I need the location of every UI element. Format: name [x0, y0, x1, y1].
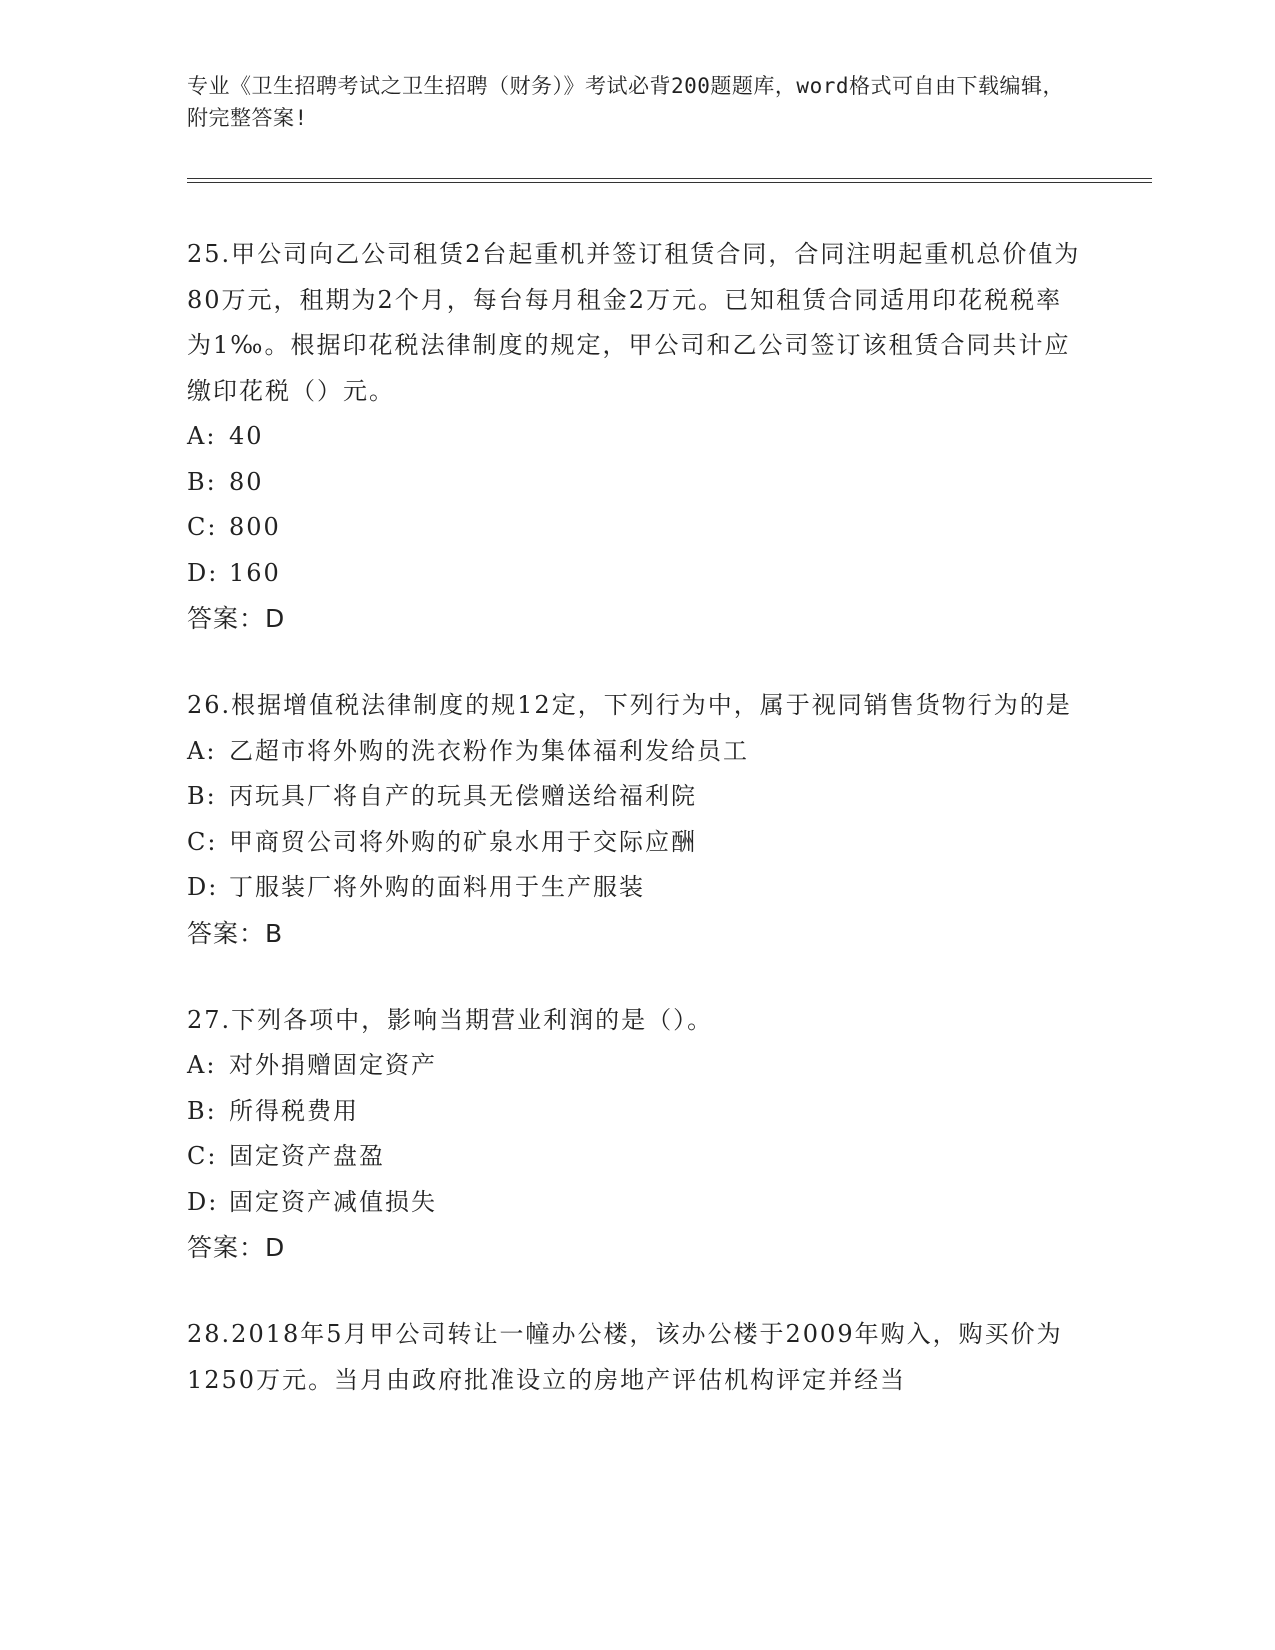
- question-stem: 27.下列各项中，影响当期营业利润的是（）。: [187, 1005, 714, 1034]
- option-text: 甲商贸公司将外购的矿泉水用于交际应酬: [229, 827, 697, 856]
- option-key: A:: [187, 422, 217, 450]
- option-c: [187, 1134, 1087, 1180]
- header-divider-top: [187, 178, 1152, 179]
- option-a: [187, 414, 1087, 460]
- option-key: B:: [187, 1096, 217, 1125]
- option-d: [187, 865, 1087, 911]
- option-key: B:: [187, 782, 217, 810]
- option-c: [187, 820, 1087, 866]
- option-key: D:: [187, 558, 219, 587]
- question-stem: 28.2018年5月甲公司转让一幢办公楼，该办公楼于2009年购入，购买价为1250万元。当月由政府批准设立的房地产评估机构评定并经当: [187, 1320, 1063, 1394]
- question-27: [187, 998, 1087, 1271]
- option-text: 丙玩具厂将自产的玩具无偿赠送给福利院: [229, 782, 697, 810]
- question-list: [187, 232, 1087, 1445]
- answer-label: 答案：B: [187, 918, 284, 948]
- option-text: 固定资产减值损失: [229, 1187, 437, 1216]
- option-key: C:: [187, 513, 218, 541]
- option-key: D:: [187, 1187, 219, 1216]
- header-divider-bottom: [187, 182, 1152, 183]
- option-c: [187, 505, 1087, 551]
- option-key: C:: [187, 827, 218, 856]
- option-d: [187, 551, 1087, 597]
- option-key: D:: [187, 873, 219, 901]
- option-key: C:: [187, 1142, 218, 1170]
- option-text: 40: [229, 422, 264, 450]
- option-text: 丁服装厂将外购的面料用于生产服装: [229, 873, 645, 901]
- question-25: [187, 232, 1087, 641]
- question-28: [187, 1312, 1087, 1403]
- option-text: 乙超市将外购的洗衣粉作为集体福利发给员工: [229, 736, 749, 765]
- answer-label: 答案：D: [187, 1233, 286, 1262]
- page-header: [187, 70, 1147, 134]
- option-text: 对外捐赠固定资产: [229, 1051, 437, 1079]
- question-26: [187, 683, 1087, 956]
- option-key: B:: [187, 467, 217, 496]
- option-key: A:: [187, 736, 217, 765]
- option-b: [187, 774, 1087, 820]
- document-title: 专业《卫生招聘考试之卫生招聘（财务）》考试必背200题题库，word格式可自由下载编辑，附完整答案!: [187, 74, 1064, 130]
- question-stem: 25.甲公司向乙公司租赁2台起重机并签订租赁合同，合同注明起重机总价值为80万元，租期为2个月，每台每月租金2万元。已知租赁合同适用印花税税率为1‰。根据印花税法律制度的规定，甲公司和乙公司签订该租赁合同共计应缴印花税（）元。: [187, 240, 1081, 405]
- option-a: [187, 1043, 1087, 1089]
- option-text: 所得税费用: [229, 1096, 359, 1125]
- option-b: [187, 460, 1087, 506]
- option-b: [187, 1089, 1087, 1135]
- option-d: [187, 1180, 1087, 1226]
- option-text: 160: [229, 558, 281, 587]
- option-text: 800: [229, 513, 281, 541]
- option-a: [187, 729, 1087, 775]
- question-stem: 26.根据增值税法律制度的规12定，下列行为中，属于视同销售货物行为的是: [187, 691, 1072, 719]
- answer-label: 答案：D: [187, 604, 286, 633]
- option-text: 固定资产盘盈: [229, 1142, 385, 1170]
- option-text: 80: [229, 467, 264, 496]
- option-key: A:: [187, 1051, 217, 1079]
